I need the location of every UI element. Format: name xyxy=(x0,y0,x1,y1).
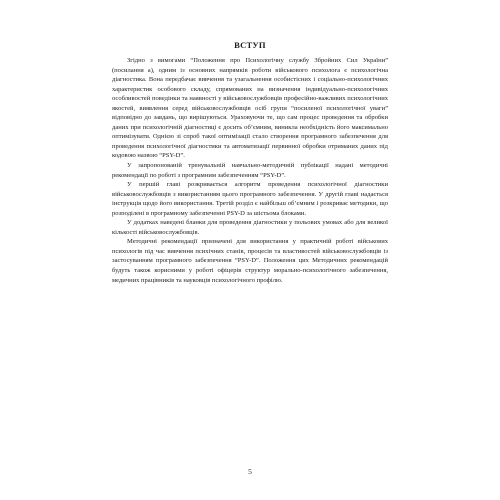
document-body xyxy=(112,56,388,285)
body-paragraph: У першій главі розкривається алгоритм проведення психологічної діагностики військовослужбовців з використанням цього програмного забезпечення. У другій главі надається інструкція щодо його використання. Третій розділ є найбільш об’ємним і розкриває методики, що розподілені в програмному забезпеченні PSY-D за шістьома блоками. xyxy=(112,181,388,217)
page-number: 5 xyxy=(248,467,252,476)
body-paragraph: Згідно з вимогами “Положення про Психологічну службу Збройних Сил України” (посилання а), одним із основних напрямків роботи військового психолога є психологічна діагностика. Вона передбачає вивчення та узагальнення особистісних і соціально-психологічних характеристик особового складу, спрямованих на визначення індивідуально-психологічних особливостей поведінки та наявності у військовослужбовців професійно-важливих психологічних якостей, виявлення серед військовослужбовців осіб групи “посиленої психологічної уваги” відповідно до завдань, що вирішуються. Ураховуючи те, що сам процес проведення та обробки даних при психологічній діагностиці є досить об’ємним, виникла необхідність його максимально оптимізувати. Однією зі спроб такої оптимізації стало створення програмного забезпечення для проведення психологічної діагностики та автоматизації первинної обробки отриманих даних під кодовою назвою “PSY-D”. xyxy=(112,57,388,160)
body-paragraph: У додатках наведені бланки для проведення діагностики у польових умовах або для великої кількості військовослужбовців. xyxy=(112,219,388,236)
body-paragraph: Методичні рекомендації призначені для використання у практичній роботі військових психологів під час вивчення психічних станів, процесів та властивостей військовослужбовців із застосуванням програмного забезпечення “PSY-D”. Положення цих Методичних рекомендацій будуть також корисними у роботі офіцерів структур морально-психологічного забезпечення, медичних працівників та науковців психологічного профілю. xyxy=(112,238,388,284)
body-paragraph: У запропонованій тренувальній навчально-методичній публікації надані методичні рекомендації по роботі з програмним забезпеченням “PSY-D”. xyxy=(112,162,388,179)
document-title: ВСТУП xyxy=(234,40,266,50)
